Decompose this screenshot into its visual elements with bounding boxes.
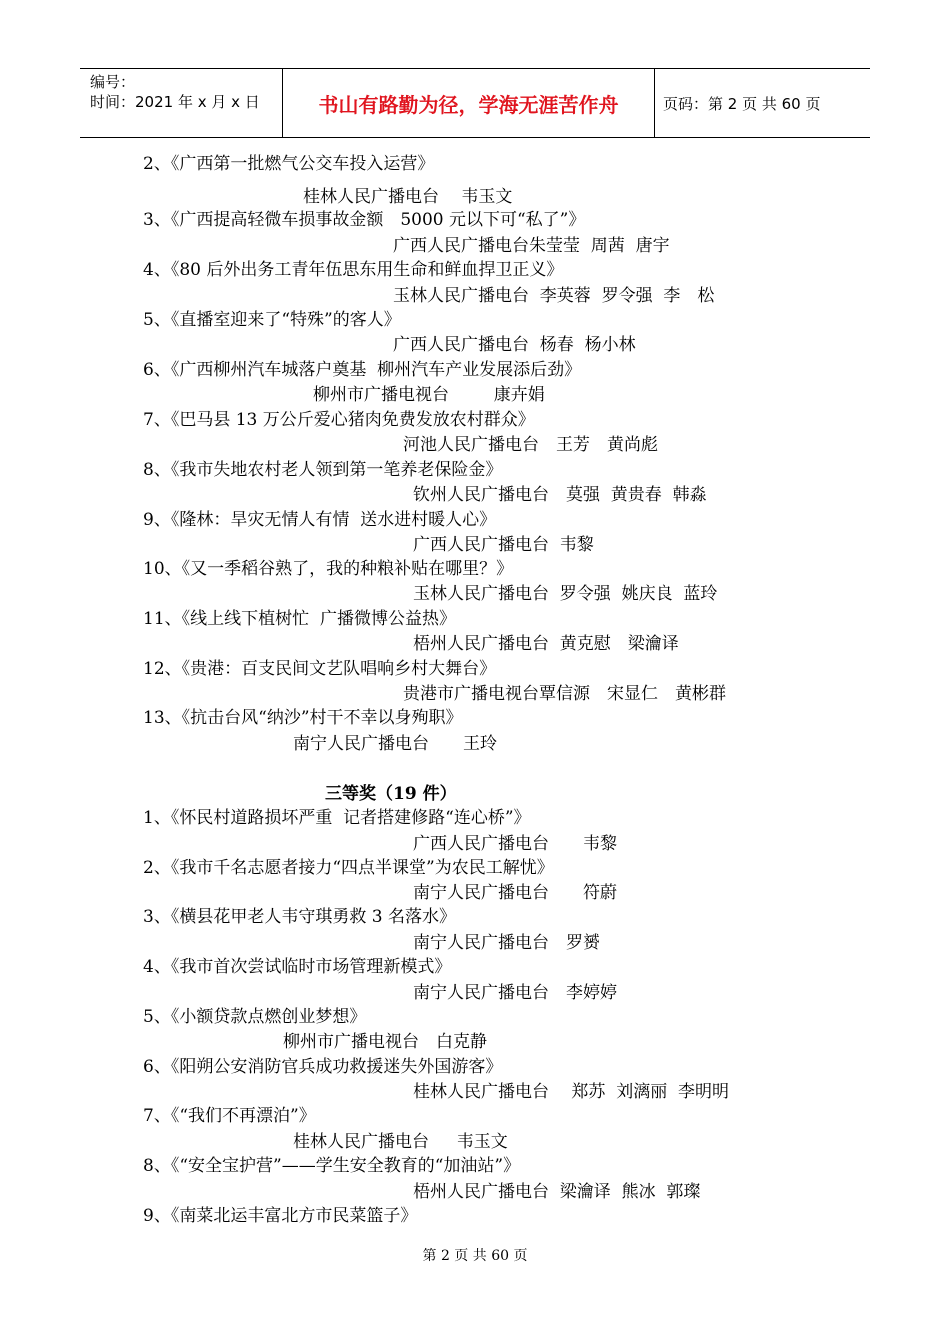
award-title: 9、《隆林：旱灾无情人有情 送水进村暖人心》 <box>143 510 497 530</box>
award-author: 广西人民广播电台 韦黎 <box>413 535 594 555</box>
award-author: 广西人民广播电台 杨春 杨小林 <box>393 335 636 355</box>
award-title: 4、《80 后外出务工青年伍思东用生命和鲜血捍卫正义》 <box>143 260 564 280</box>
award-title: 2、《广西第一批燃气公交车投入运营》 <box>143 154 435 174</box>
header-motto: 书山有路勤为径，学海无涯苦作舟 <box>283 69 655 137</box>
award-title: 9、《南菜北运丰富北方市民菜篮子》 <box>143 1206 418 1226</box>
award-author: 玉林人民广播电台 罗令强 姚庆良 蓝玲 <box>413 584 718 604</box>
award-title: 13、《抗击台风“纳沙”村干不幸以身殉职》 <box>143 708 463 728</box>
section-heading-third-prize: 三等奖（19 件） <box>325 784 457 804</box>
award-title: 5、《小额贷款点燃创业梦想》 <box>143 1007 367 1027</box>
award-title: 5、《直播室迎来了“特殊”的客人》 <box>143 310 401 330</box>
award-author: 河池人民广播电台 王芳 黄尚彪 <box>403 435 658 455</box>
award-author: 桂林人民广播电台 韦玉文 <box>293 1132 508 1152</box>
award-author: 柳州市广播电视台 康卉娟 <box>313 385 545 405</box>
award-title: 4、《我市首次尝试临时市场管理新模式》 <box>143 957 452 977</box>
award-title: 7、《巴马县 13 万公斤爱心猪肉免费发放农村群众》 <box>143 410 535 430</box>
award-title: 3、《横县花甲老人韦守琪勇救 3 名落水》 <box>143 907 456 927</box>
award-author: 桂林人民广播电台 郑苏 刘漓丽 李明明 <box>413 1082 730 1102</box>
award-author: 柳州市广播电视台 白克静 <box>283 1032 487 1052</box>
award-title: 1、《怀民村道路损坏严重 记者搭建修路“连心桥”》 <box>143 808 531 828</box>
header-page-info: 页码：第 2 页 共 60 页 <box>663 94 821 113</box>
award-title: 8、《“安全宝护营”——学生安全教育的“加油站”》 <box>143 1156 521 1176</box>
award-author: 南宁人民广播电台 罗赟 <box>413 933 600 953</box>
award-title: 12、《贵港：百支民间文艺队唱响乡村大舞台》 <box>143 659 497 679</box>
award-title: 7、《“我们不再漂泊”》 <box>143 1106 316 1126</box>
page-footer: 第 2 页 共 60 页 <box>422 1248 528 1264</box>
award-title: 3、《广西提高轻微车损事故金额 5000 元以下可“私了”》 <box>143 210 586 230</box>
award-author: 南宁人民广播电台 符蔚 <box>413 883 617 903</box>
award-author: 广西人民广播电台朱莹莹 周茜 唐宇 <box>393 236 670 256</box>
award-author: 广西人民广播电台 韦黎 <box>413 834 617 854</box>
award-author: 桂林人民广播电台 韦玉文 <box>303 187 513 207</box>
award-title: 2、《我市千名志愿者接力“四点半课堂”为农民工解忧》 <box>143 858 554 878</box>
award-title: 10、《又一季稻谷熟了，我的种粮补贴在哪里？》 <box>143 559 514 579</box>
award-author: 南宁人民广播电台 李婷婷 <box>413 983 617 1003</box>
date-label: 时间：2021 年 x 月 x 日 <box>90 93 260 111</box>
header-meta <box>80 69 283 137</box>
award-title: 6、《广西柳州汽车城落户奠基 柳州汽车产业发展添后劲》 <box>143 360 582 380</box>
award-title: 11、《线上线下植树忙 广播微博公益热》 <box>143 609 456 629</box>
award-author: 玉林人民广播电台 李英蓉 罗令强 李 松 <box>393 286 715 306</box>
award-title: 8、《我市失地农村老人领到第一笔养老保险金》 <box>143 460 503 480</box>
page-header <box>80 68 870 138</box>
award-author: 梧州人民广播电台 梁瀹译 熊冰 郭璨 <box>413 1182 701 1202</box>
award-author: 梧州人民广播电台 黄克慰 梁瀹译 <box>413 634 679 654</box>
award-title: 6、《阳朔公安消防官兵成功救援迷失外国游客》 <box>143 1057 503 1077</box>
award-author: 南宁人民广播电台 王玲 <box>293 734 497 754</box>
award-author: 贵港市广播电视台覃信源 宋显仁 黄彬群 <box>403 684 726 704</box>
code-label: 编号： <box>90 73 136 91</box>
award-author: 钦州人民广播电台 莫强 黄贵春 韩淼 <box>413 485 707 505</box>
